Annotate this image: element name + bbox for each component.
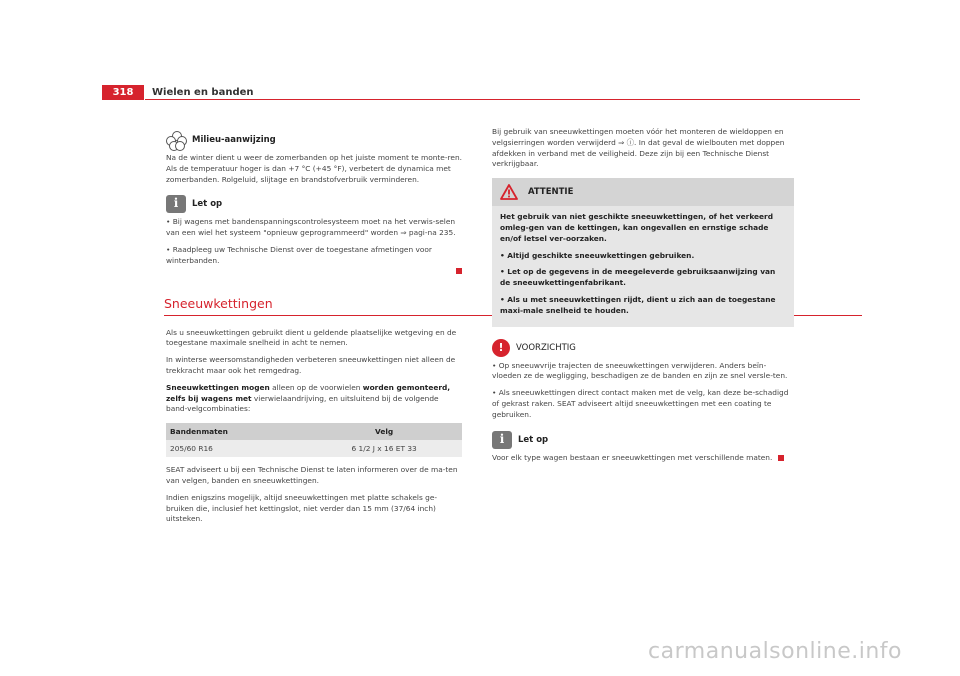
letop-right-text — [492, 453, 794, 464]
watermark: carmanualsonline.info — [648, 639, 902, 664]
right-intro: Bij gebruik van sneeuwkettingen moeten vóór het monteren de wieldoppen en velgsierringen worden verwijderd ⇒ ⓘ. In dat geval de wielbouten met doppen afdekken in verband met de veiligheid. Deze zijn bij een Technische Dienst verkrijgbaar. — [492, 127, 785, 169]
info-icon — [492, 431, 512, 449]
end-mark-icon — [778, 455, 784, 461]
milieu-label: Milieu-aanwijzing — [192, 135, 276, 145]
paragraph-2: In winterse weersomstandigheden verbeteren sneeuwkettingen niet alleen de trekkracht maar ook het remgedrag. — [166, 355, 456, 375]
attentie-item-1: Het gebruik van niet geschikte sneeuwkettingen, of het verkeerd omleg-gen van de kettingen, kan ongevallen en ernstige schade en/of letsel ver-oorzaken. — [500, 212, 773, 243]
attentie-body — [492, 206, 794, 326]
left-column — [166, 127, 462, 531]
page-number: 318 — [102, 85, 144, 100]
size-table — [166, 423, 462, 457]
paragraph-4: SEAT adviseert u bij een Technische Dienst te laten informeren over de ma-ten van velgen, banden en sneeuwkettingen. — [166, 465, 458, 485]
letop-label: Let op — [192, 199, 223, 210]
para3-bold: Sneeuwkettingen mogen — [166, 382, 270, 392]
voorzichtig-item-2: • Als sneeuwkettingen direct contact maken met de velg, kan deze be-schadigd of gekrast raken. SEAT adviseert altijd sneeuwkettingen met een coating te gebruiken. — [492, 388, 789, 419]
paragraph-3 — [166, 383, 462, 415]
right-column — [492, 127, 794, 469]
para3-text-a: alleen op de voorwielen — [269, 382, 363, 392]
attentie-heading — [492, 178, 794, 206]
attentie-box — [492, 178, 794, 326]
attentie-item-3: • Let op de gegevens in de meegeleverde gebruiksaanwijzing van de sneeuwkettingenfabrikant. — [500, 267, 776, 288]
table-header-row — [166, 423, 462, 440]
para3-bold-2: worden gemonteerd, zelfs bij wagens met — [166, 382, 451, 403]
attentie-item-4: • Als u met sneeuwkettingen rijdt, dient u zich aan de toegestane maxi-male snelheid te houden. — [500, 294, 776, 315]
letop-label-right: Let op — [518, 434, 549, 445]
voorzichtig-label: VOORZICHTIG — [516, 342, 576, 353]
info-icon — [166, 195, 186, 213]
letop-heading-right — [492, 431, 794, 449]
voorzichtig-item-1: • Op sneeuwvrije trajecten de sneeuwkettingen verwijderen. Anders beïn-vloeden ze de wegligging, beschadigen ze de banden en zijn ze snel versle-ten. — [492, 360, 788, 381]
table-header-velg: Velg — [306, 423, 462, 440]
letop-item-1: • Bij wagens met bandenspanningscontrolesysteem moet na het verwis-selen van een wiel het systeem "opnieuw geprogrammeerd" worden ⇒ pagi-na 235. — [166, 217, 456, 238]
caution-icon — [492, 339, 510, 357]
table-row — [166, 440, 462, 457]
letop-right-text-span: Voor elk type wagen bestaan er sneeuwkettingen met verschillende maten. — [492, 452, 773, 462]
letop-heading — [166, 195, 462, 213]
attentie-label: ATTENTIE — [528, 187, 574, 198]
letop-item-2: • Raadpleeg uw Technische Dienst over de toegestane afmetingen voor winterbanden. — [166, 244, 432, 265]
paragraph-5: Indien enigszins mogelijk, altijd sneeuwkettingen met platte schakels ge-bruiken die, inclusief het kettingslot, niet verder dan 15 mm (37/64 inch) uitsteken. — [166, 492, 438, 524]
voorzichtig-heading — [492, 339, 794, 357]
milieu-text: Na de winter dient u weer de zomerbanden op het juiste moment te monte-ren. Als de temperatuur hoger is dan +7 °C (+45 °F), verbetert de dynamica met zomerbanden. Rolgeluid, slijtage en brandstofverbruik verminderen. — [166, 153, 462, 184]
header-rule — [145, 99, 860, 100]
section-title: Sneeuwkettingen — [164, 295, 273, 311]
table-header-bandenmaten: Bandenmaten — [166, 423, 306, 440]
milieu-heading — [166, 131, 462, 149]
attentie-item-2: • Altijd geschikte sneeuwkettingen gebruiken. — [500, 250, 695, 260]
page-header-title: Wielen en banden — [152, 87, 254, 98]
end-mark-icon — [456, 268, 462, 274]
flower-icon — [166, 131, 186, 149]
table-cell-size: 205/60 R16 — [166, 440, 306, 457]
paragraph-1: Als u sneeuwkettingen gebruikt dient u geldende plaatselijke wetgeving en de toegestane maximale snelheid in acht te nemen. — [166, 327, 457, 348]
para3-text-b: vierwielaandrijving, en uitsluitend bij de volgende band-velgcombinaties: — [166, 393, 439, 414]
table-cell-rim: 6 1/2 J x 16 ET 33 — [306, 440, 462, 457]
warning-triangle-icon — [500, 184, 518, 200]
